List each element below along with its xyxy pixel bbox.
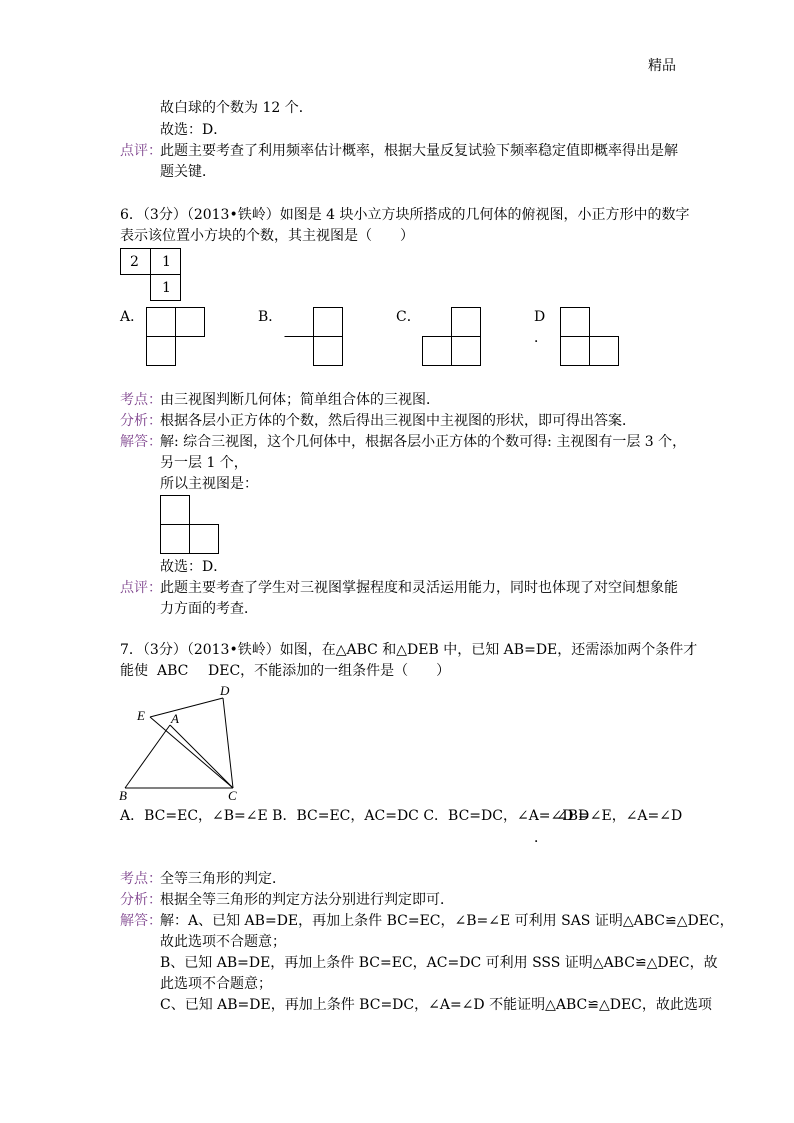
q6-option-d-dot: ． [534,330,548,346]
q6-answer-figure [160,495,220,555]
figure-label-a: A [171,711,179,726]
q6-stem-line2: 表示该位置小方块的个数，其主视图是（ ） [120,228,414,244]
q6-option-a-figure [146,307,206,367]
q7-stem-line2b: ABC [157,663,189,679]
header-tag: 精品 [648,58,676,74]
q7-jieda-line5: C、已知 AB=DE，再加上条件 BC=DC，∠A=∠D 不能证明△ABC≌△DEC，故此选项 [160,997,712,1013]
q7-kaodian-label: 考点： [120,871,162,887]
figure-label-e: E [137,708,145,723]
q6-comment-line2: 力方面的考查． [160,601,258,617]
q7-options-d: ∠B=∠E，∠A=∠D [556,808,683,824]
figure-label-d: D [220,683,230,698]
q7-jieda-line4: 此选项不合题意； [160,976,272,992]
q5-conclusion: 故白球的个数为 12 个． [160,100,313,116]
q6-fenxi-label: 分析： [120,413,162,429]
q7-fenxi-label: 分析： [120,892,162,908]
q6-option-c-label: C． [396,309,421,325]
q6-stem-line1: 6．（3分）（2013•铁岭）如图是 4 块小立方块所搭成的几何体的俯视图，小正方形中的数字 [120,207,690,223]
q5-comment-label: 点评： [120,143,162,159]
grid-number: 1 [162,280,171,296]
q6-comment-label: 点评： [120,580,162,596]
q5-choose: 故选：D． [160,122,228,138]
q7-jieda-label: 解答： [120,913,162,929]
figure-label-c: C [228,788,237,803]
q6-jieda-label: 解答： [120,434,162,450]
q6-option-a-label: A． [120,309,145,325]
q6-fenxi: 根据各层小正方体的个数，然后得出三视图中主视图的形状，即可得出答案． [160,413,636,429]
q6-option-c-figure [422,307,482,367]
q6-option-b-label: B． [258,309,283,325]
q6-option-d-label: D [534,309,546,325]
q6-comment-line1: 此题主要考查了学生对三视图掌握程度和灵活运用能力，同时也体现了对空间想象能 [160,580,678,596]
q6-choose: 故选：D． [160,559,228,575]
q6-jieda-line3: 所以主视图是： [160,476,258,492]
grid-number: 1 [162,254,171,270]
q7-stem-line2c: DEC，不能添加的一组条件是（ ） [208,663,451,679]
q7-jieda-line1: 解：A、已知 AB=DE，再加上条件 BC=EC，∠B=∠E 可利用 SAS 证明△ABC≌△DEC， [160,913,734,929]
q7-stem-line2a: 能使 [120,663,148,679]
q6-option-d-figure [560,307,620,367]
q5-comment-line1: 此题主要考查了利用频率估计概率，根据大量反复试验下频率稳定值即概率得出是解 [160,143,678,159]
q6-option-b-figure [284,307,344,367]
q7-triangle-figure [115,682,255,802]
q7-options: A．BC=EC，∠B=∠E B．BC=EC，AC=DC C．BC=DC，∠A=∠D D [120,808,590,824]
grid-number: 2 [130,254,139,270]
q7-jieda-line3: B、已知 AB=DE，再加上条件 BC=EC，AC=DC 可利用 SSS 证明△ABC≌△DEC，故 [160,955,718,971]
q6-jieda-line2: 另一层 1 个， [160,455,248,471]
q7-stem-line1: 7．（3分）（2013•铁岭）如图，在△ABC 和△DEB 中，已知 AB=DE，还需添加两个条件才 [120,642,698,658]
q5-comment-line2: 题关键． [160,164,216,180]
q7-kaodian: 全等三角形的判定． [160,871,286,887]
q6-kaodian: 由三视图判断几何体；简单组合体的三视图． [160,392,440,408]
q6-jieda-line1: 解: 综合三视图，这个几何体中，根据各层小正方体的个数可得: 主视图有一层 3 个， [160,434,687,450]
q6-kaodian-label: 考点： [120,392,162,408]
q7-fenxi: 根据全等三角形的判定方法分别进行判定即可． [160,892,454,908]
q7-option-d-dot: ． [534,830,548,846]
figure-label-b: B [119,788,127,803]
q7-jieda-line2: 故此选项不合题意； [160,934,286,950]
